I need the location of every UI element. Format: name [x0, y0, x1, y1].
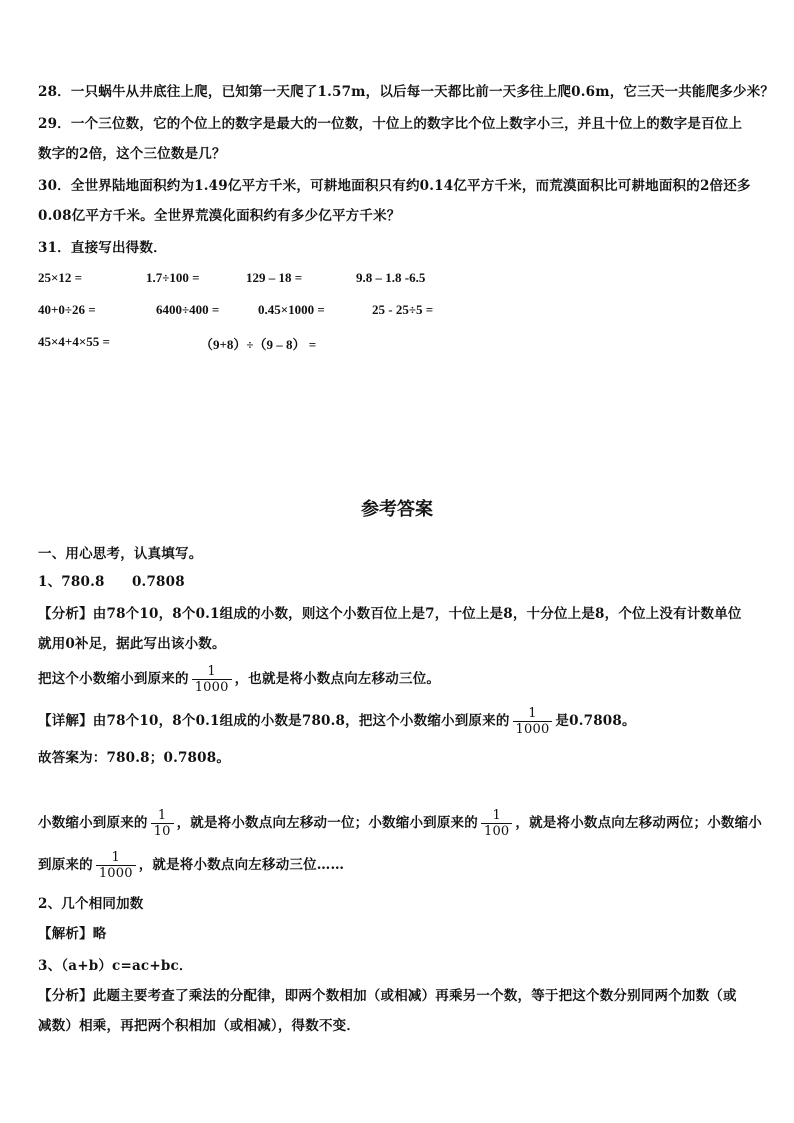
- text-segment: ，就是将小数点向左移动三位……: [138, 857, 345, 873]
- answer-1-detail-line: [38, 702, 756, 740]
- question-30-line2: 0.08亿平方千米。全世界荒漠化面积约有多少亿平方千米？: [38, 208, 401, 224]
- fraction-denominator: 1000: [192, 679, 232, 695]
- calc-item: 9.8 – 1.8 -6.5: [356, 270, 426, 285]
- text-segment: 【详解】由78个10，8个0.1组成的小数是780.8，把这个小数缩小到原来的: [38, 713, 510, 729]
- fraction-denominator: 100: [481, 823, 512, 839]
- question-31: 31．直接写出得数．: [38, 240, 167, 256]
- question-29-line1: 29．一个三位数，它的个位上的数字是最大的一位数，十位上的数字比个位上数字小三，并且十位上的数字是百位上: [38, 116, 743, 132]
- answer-1-analysis-line1: 【分析】由78个10，8个0.1组成的小数，则这个小数百位上是7，十位上是8，十分位上是8，个位上没有计数单位: [38, 606, 742, 622]
- text-segment: ，就是将小数点向左移动两位；小数缩小: [515, 815, 762, 831]
- fraction-1-over-100: [481, 808, 512, 839]
- answer-1-note-line2: [38, 846, 756, 884]
- fraction-1-over-1000: [513, 706, 553, 737]
- calc-item: 0.45×1000 =: [258, 302, 325, 317]
- answer-3: 3、（a+b）c=ac+bc．: [38, 958, 193, 974]
- calc-item: 25 - 25÷5 =: [372, 302, 434, 317]
- fraction-denominator: 1000: [513, 721, 553, 737]
- calc-item: 6400÷400 =: [156, 302, 220, 317]
- fraction-numerator: 1: [492, 808, 501, 823]
- text-segment: ，就是将小数点向左移动一位；小数缩小到原来的: [176, 815, 478, 831]
- calc-item: 25×12 =: [38, 270, 83, 285]
- answer-1-shrink-line: [38, 660, 756, 698]
- question-29-line2: 数字的2倍，这个三位数是几？: [38, 146, 226, 162]
- answer-1-result: 故答案为：780.8；0.7808。: [38, 750, 231, 766]
- calc-item: 1.7÷100 =: [146, 270, 200, 285]
- fraction-denominator: 10: [151, 823, 174, 839]
- fraction-numerator: 1: [207, 664, 216, 679]
- fraction-numerator: 1: [157, 808, 167, 823]
- fraction-numerator: 1: [111, 850, 120, 865]
- answer-3-analysis-line1: 【分析】此题主要考查了乘法的分配律，即两个数相加（或相减）再乘另一个数，等于把这个数分别同两个加数（或: [38, 988, 737, 1004]
- text-segment: 是0.7808。: [555, 713, 636, 729]
- question-30-line1: 30．全世界陆地面积约为1.49亿平方千米，可耕地面积只有约0.14亿平方千米，而荒漠面积比可耕地面积的2倍还多: [38, 178, 751, 194]
- calc-item: 45×4+4×55 =: [38, 334, 110, 349]
- answer-1-analysis-line2: 就用0补足，据此写出该小数。: [38, 636, 226, 652]
- answer-2: 2、几个相同加数: [38, 896, 144, 912]
- calc-item: （9+8）÷（9 – 8） =: [200, 337, 317, 352]
- fraction-denominator: 1000: [96, 865, 136, 881]
- answer-2-analysis: 【解析】略: [38, 926, 107, 942]
- answer-1: 1、780.8 0.7808: [38, 574, 185, 590]
- fraction-1-over-1000: [192, 664, 232, 695]
- fraction-1-over-1000: [96, 850, 136, 881]
- fraction-numerator: 1: [528, 706, 537, 721]
- question-28: 28．一只蜗牛从井底往上爬，已知第一天爬了1.57m，以后每一天都比前一天多往上爬0.6m，它三天一共能爬多少米？: [38, 84, 775, 100]
- text-segment: 到原来的: [38, 857, 93, 873]
- calc-item: 129 – 18 =: [246, 270, 303, 285]
- text-segment: 小数缩小到原来的: [38, 815, 148, 831]
- calc-item: 40+0÷26 =: [38, 302, 96, 317]
- fraction-1-over-10: [151, 808, 174, 839]
- text-segment: 把这个小数缩小到原来的: [38, 671, 189, 687]
- answer-3-analysis-line2: 减数）相乘，再把两个积相加（或相减），得数不变．: [38, 1018, 361, 1034]
- section-heading: 一、用心思考，认真填写。: [38, 546, 203, 562]
- answer-1-note-line1: [38, 804, 762, 842]
- answers-title: 参考答案: [361, 499, 433, 520]
- text-segment: ，也就是将小数点向左移动三位。: [234, 671, 441, 687]
